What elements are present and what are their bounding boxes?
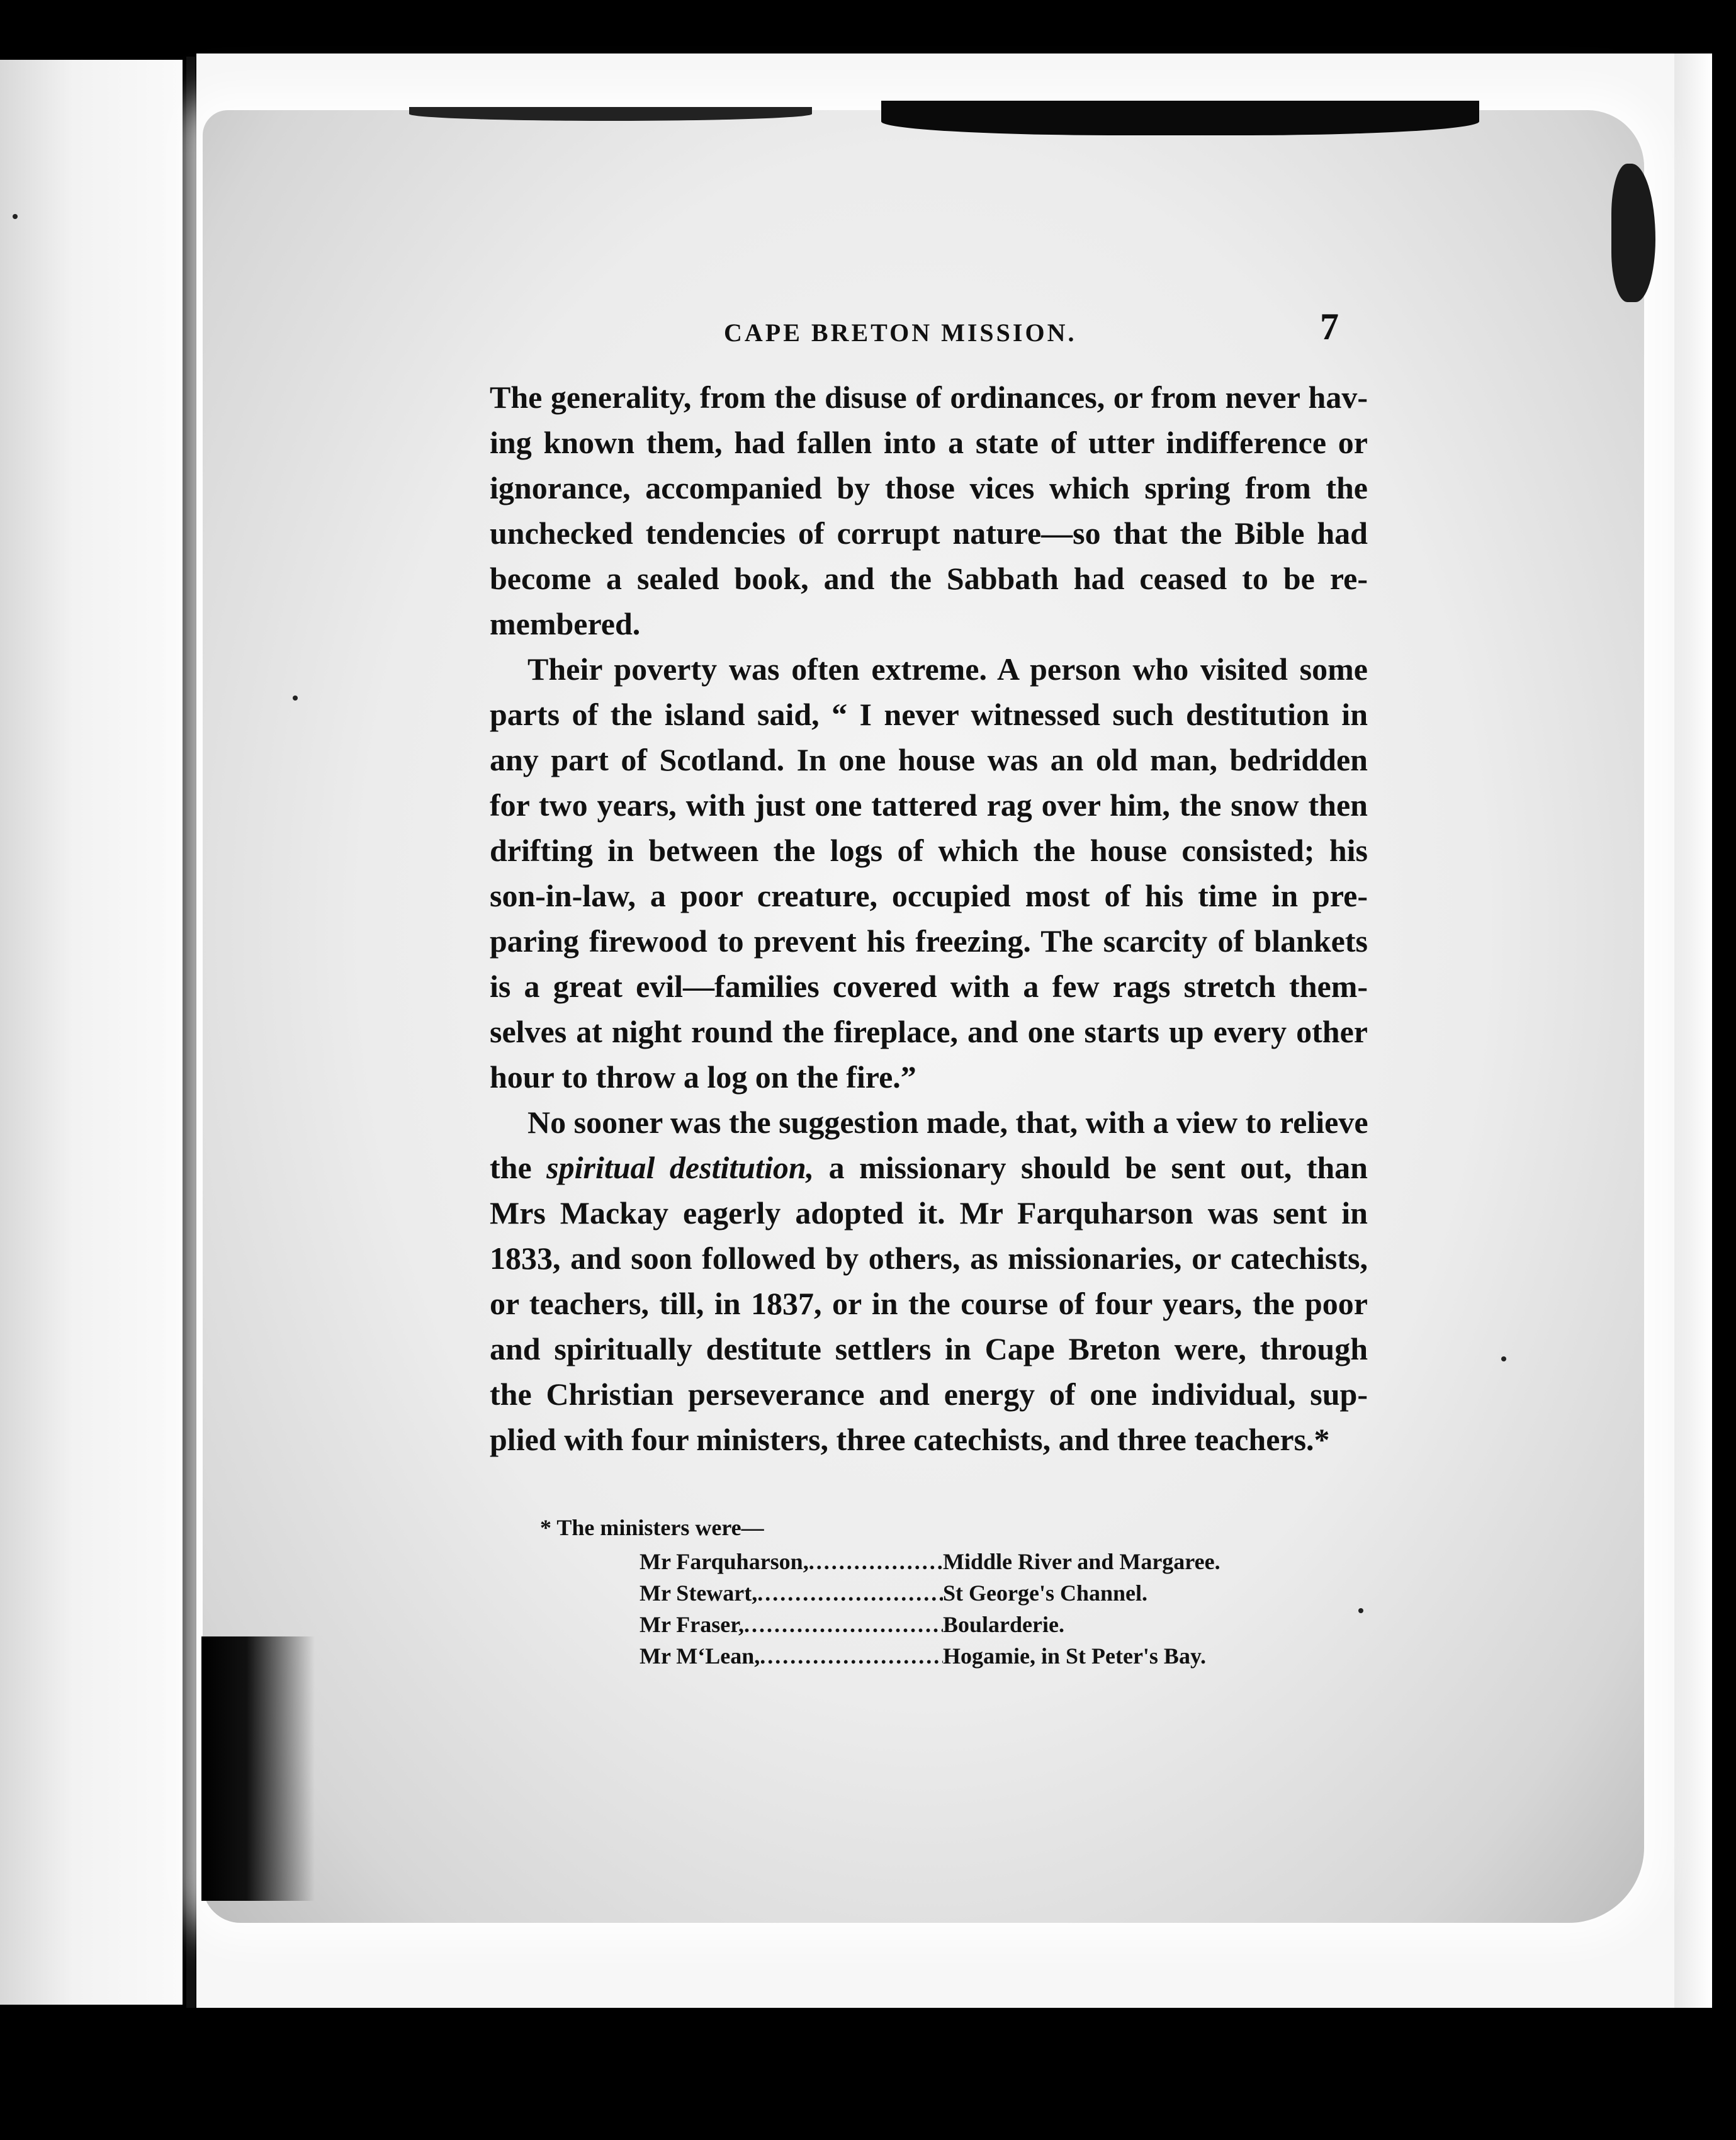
text-line: the Christian perseverance and energy of one individual, sup-	[490, 1377, 1368, 1412]
footnote-row	[540, 1546, 1270, 1577]
text-line: selves at night round the fireplace, and one starts up every other	[490, 1014, 1368, 1049]
text-line: any part of Scotland. In one house was an old man, bedridden	[490, 742, 1368, 777]
text-line: and spiritually destitute settlers in Cape Breton were, through	[490, 1331, 1368, 1366]
damaged-edge-bottom-left	[201, 1636, 315, 1901]
damaged-edge-top-left	[409, 107, 812, 121]
text-line: 1833, and soon followed by others, as missionaries, or catechists,	[490, 1241, 1368, 1276]
minister-name: Mr Stewart,	[640, 1580, 758, 1606]
mission-place: St George's Channel.	[943, 1580, 1148, 1606]
adjacent-page-strip	[0, 60, 183, 2005]
minister-name: Mr M‘Lean,	[640, 1643, 760, 1669]
scan-speck	[1501, 1356, 1506, 1361]
footnote	[540, 1512, 1295, 1672]
text-line: Their poverty was often extreme. A person who visited some	[527, 651, 1368, 687]
text-line: become a sealed book, and the Sabbath had ceased to be re-	[490, 561, 1368, 596]
body-text	[490, 374, 1368, 1462]
damaged-edge-top	[881, 101, 1479, 135]
leader-dots	[809, 1546, 943, 1577]
bottom-border	[183, 2008, 1736, 2140]
text-line: plied with four ministers, three catechists, and three teachers.*	[490, 1422, 1330, 1457]
footnote-row	[540, 1609, 1270, 1640]
leader-dots	[744, 1609, 943, 1640]
italic-phrase: spiritual destitution,	[546, 1150, 814, 1185]
text-line: or teachers, till, in 1837, or in the course of four years, the poor	[490, 1286, 1368, 1321]
text-line: unchecked tendencies of corrupt nature—so that the Bible had	[490, 515, 1368, 551]
text-line: for two years, with just one tattered rag over him, the snow then	[490, 787, 1368, 823]
text-line: membered.	[490, 606, 641, 641]
page-edge	[1674, 54, 1712, 2011]
text-line: hour to throw a log on the fire.”	[490, 1059, 916, 1095]
page-number: 7	[1320, 306, 1339, 347]
leader-dots	[760, 1640, 943, 1672]
mission-place: Boularderie.	[943, 1612, 1064, 1637]
scan-speck	[293, 696, 298, 701]
text-line: ignorance, accompanied by those vices which spring from the	[490, 470, 1368, 505]
text-line: drifting in between the logs of which the house consisted; his	[490, 833, 1368, 868]
running-head: CAPE BRETON MISSION.	[724, 318, 1077, 347]
minister-name: Mr Farquharson,	[640, 1549, 809, 1574]
text-line: parts of the island said, “ I never witnessed such destitution in	[490, 697, 1368, 732]
mission-place: Hogamie, in St Peter's Bay.	[943, 1643, 1206, 1669]
text-line: Mrs Mackay eagerly adopted it. Mr Farquharson was sent in	[490, 1195, 1368, 1230]
text-line: The generality, from the disuse of ordinances, or from never hav-	[490, 380, 1368, 415]
text-line: paring firewood to prevent his freezing. The scarcity of blankets	[490, 923, 1368, 959]
minister-name: Mr Fraser,	[640, 1612, 744, 1637]
footnote-row	[540, 1640, 1270, 1672]
footnote-intro: * The ministers were—	[540, 1515, 764, 1540]
book-gutter	[186, 57, 195, 2008]
text-line: son-in-law, a poor creature, occupied most of his time in pre-	[490, 878, 1368, 913]
scan-speck	[1358, 1608, 1363, 1613]
text-line: ing known them, had fallen into a state of utter indifference or	[490, 425, 1368, 460]
text-line: No sooner was the suggestion made, that, with a view to relieve	[527, 1105, 1368, 1140]
mission-place: Middle River and Margaree.	[943, 1549, 1220, 1574]
text-line: is a great evil—families covered with a few rags stretch them-	[490, 969, 1368, 1004]
footnote-row	[540, 1577, 1270, 1609]
text-fragment: the	[490, 1150, 547, 1185]
text-fragment: a missionary should be sent out, than	[814, 1150, 1368, 1185]
footnote-list	[540, 1546, 1270, 1672]
text-line-with-italic	[490, 1145, 1368, 1190]
leader-dots	[757, 1577, 943, 1609]
scan-speck	[13, 214, 18, 219]
